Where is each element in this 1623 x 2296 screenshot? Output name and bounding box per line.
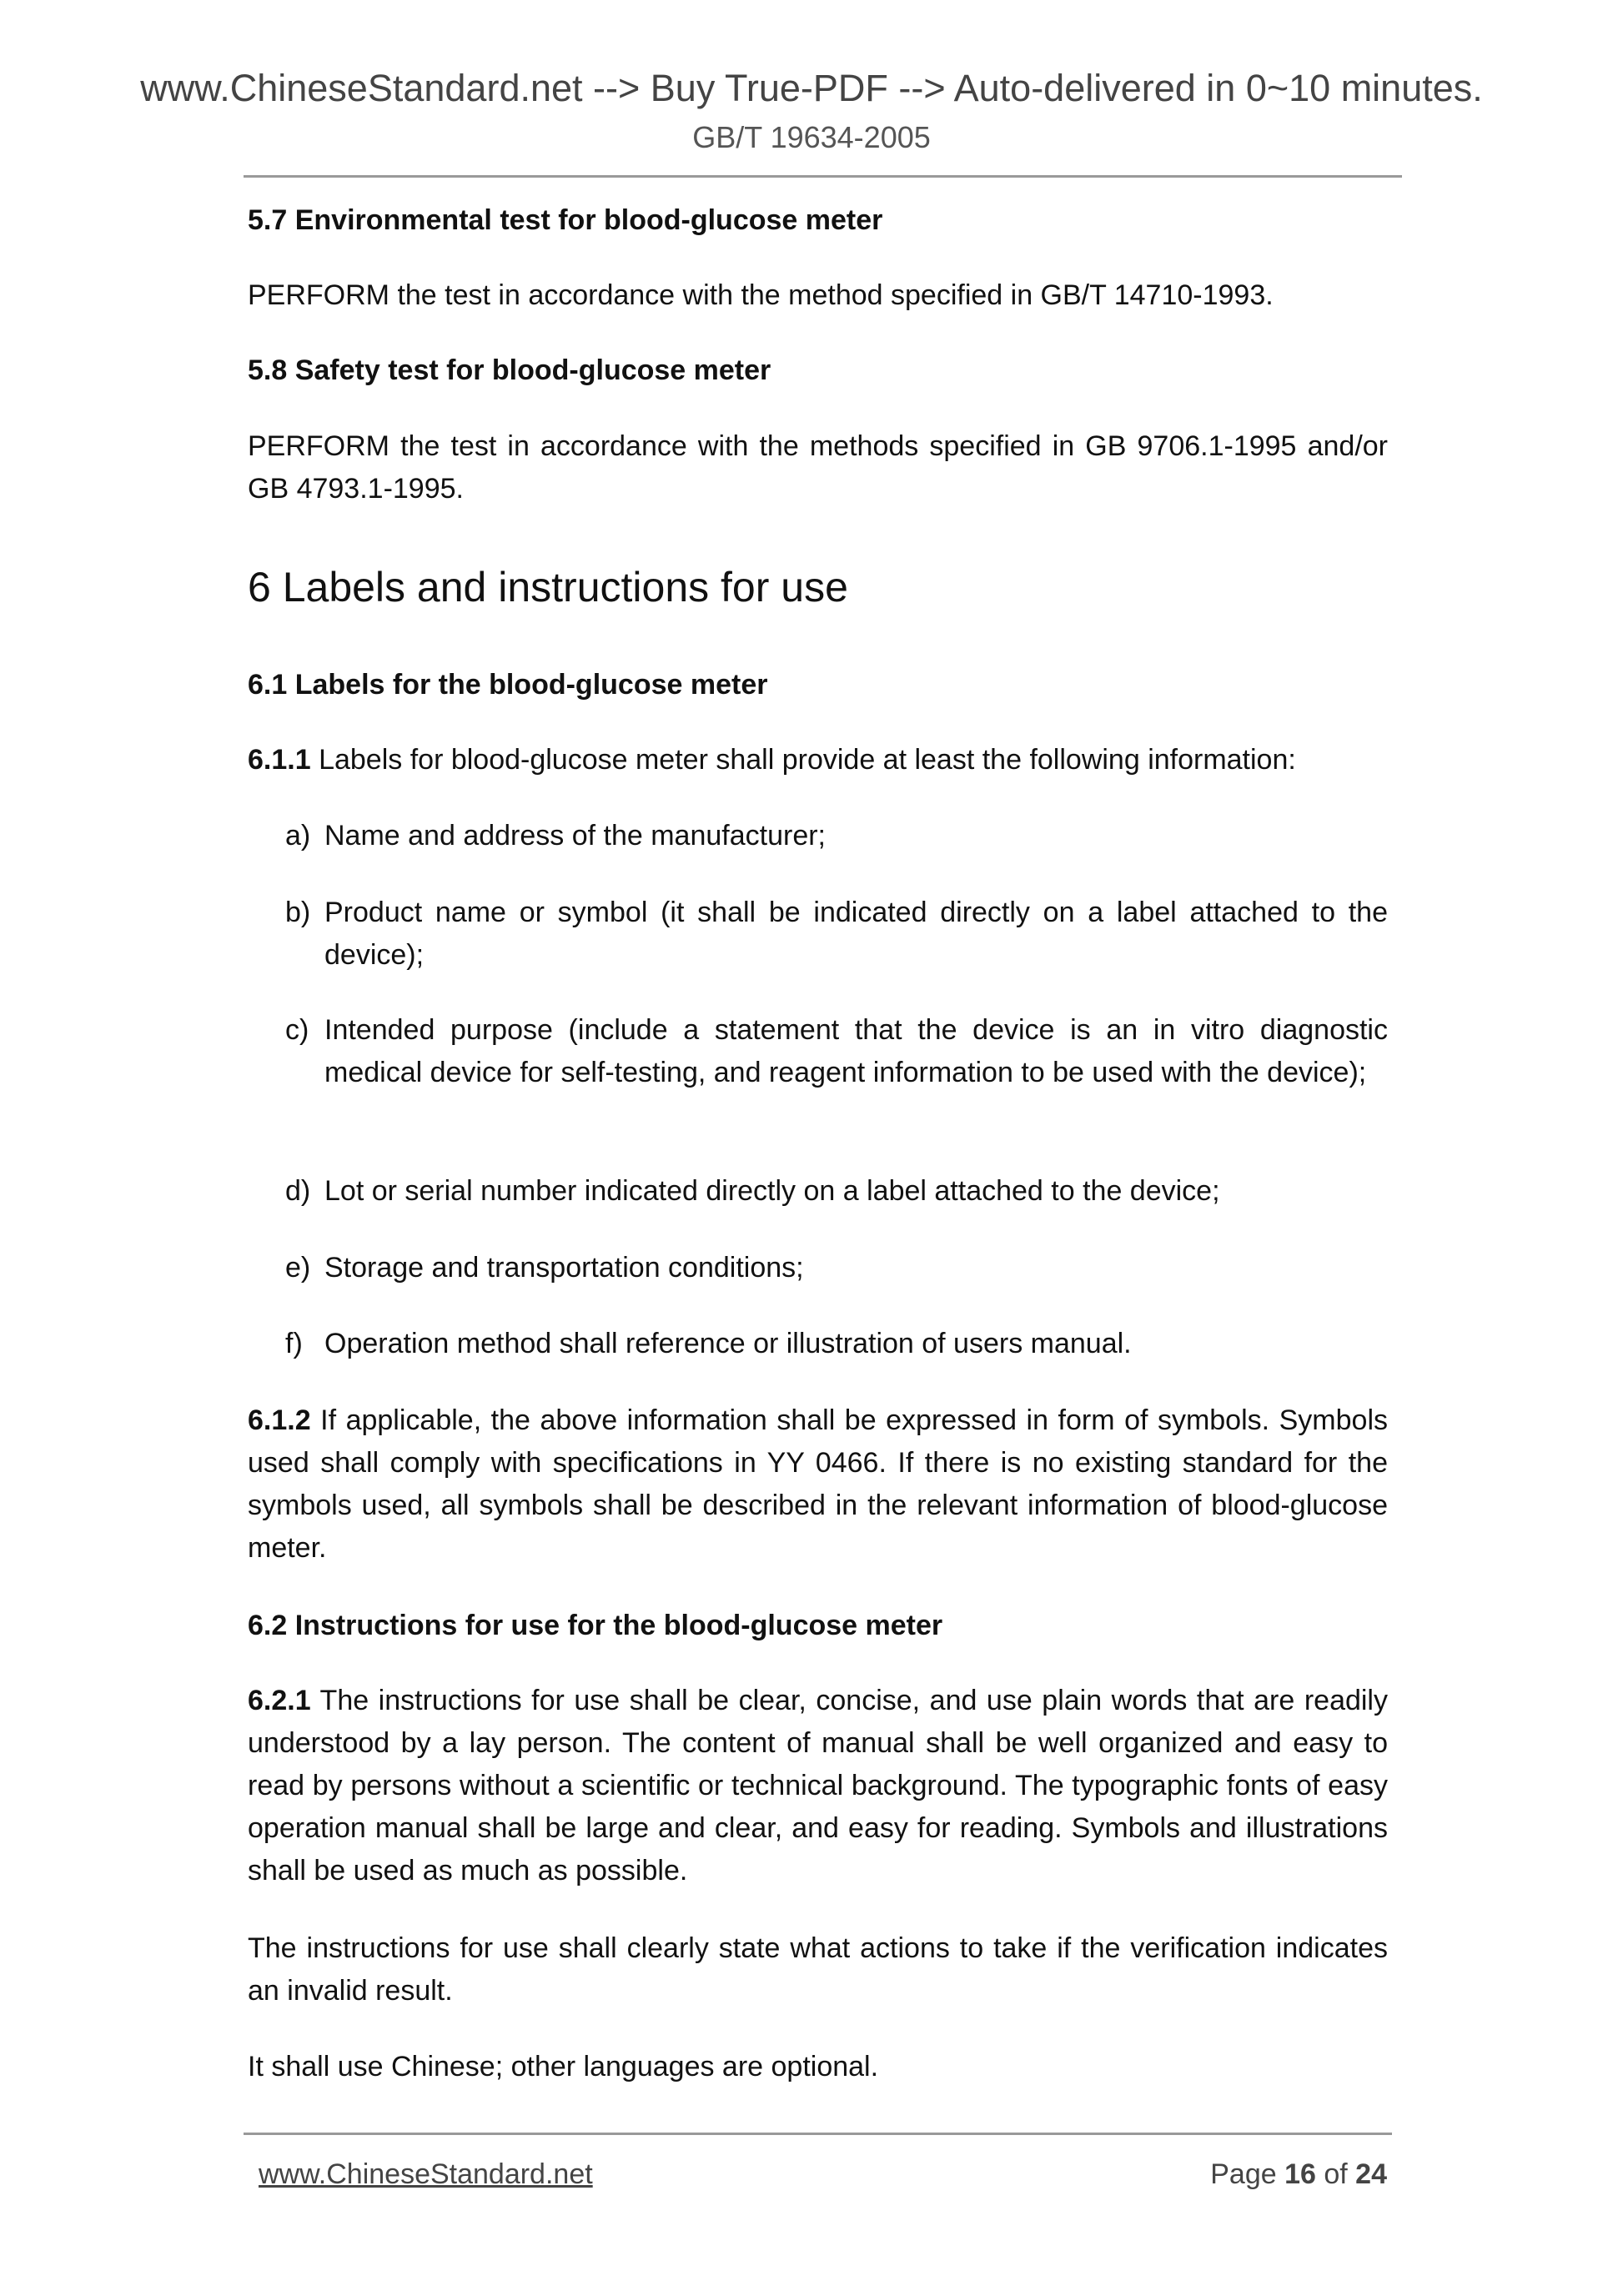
- list-letter: e): [285, 1252, 311, 1284]
- clause-text: The instructions for use shall be clear, concise, and use plain words that are readily understood by a lay person. The content of manual shall be well organized and easy to read by persons without a scientific or technical background. The typographic fonts of easy operation manual shall be large and clear, and easy for reading. Symbols and illustrations shall be used as much as possible.: [248, 1685, 1388, 1887]
- paragraph-invalid-result: The instructions for use shall clearly state what actions to take if the verification indicates an invalid result.: [248, 1932, 1388, 2007]
- page-indicator: [1210, 2156, 1387, 2193]
- section-5-7-title: 5.7 Environmental test for blood-glucose meter: [248, 204, 883, 236]
- section-6-2-title: 6.2 Instructions for use for the blood-glucose meter: [248, 1610, 943, 1641]
- paragraph-language: It shall use Chinese; other languages are optional.: [248, 2051, 879, 2082]
- section-6-1-title: 6.1 Labels for the blood-glucose meter: [248, 669, 768, 701]
- page-label: Page: [1210, 2158, 1285, 2190]
- clause-number: 6.1.2: [248, 1404, 311, 1436]
- list-letter: f): [285, 1328, 303, 1359]
- section-6-title: 6 Labels and instructions for use: [248, 564, 848, 610]
- page-current: 16: [1284, 2158, 1316, 2190]
- list-text: Intended purpose (include a statement that the device is an in vitro diagnostic medical device for self-testing, and reagent information to be used with the device);: [324, 1014, 1388, 1088]
- list-item: [285, 892, 1388, 977]
- section-5-8-text: PERFORM the test in accordance with the methods specified in GB 9706.1-1995 and/or GB 4793.1-1995.: [248, 430, 1388, 505]
- list-text: Product name or symbol (it shall be indicated directly on a label attached to the device);: [324, 897, 1388, 971]
- section-6-2-1: [248, 1680, 1388, 1892]
- list-text: Lot or serial number indicated directly on a label attached to the device;: [324, 1175, 1220, 1207]
- list-item: [285, 1170, 1388, 1213]
- clause-number: 6.1.1: [248, 744, 311, 776]
- standard-number: GB/T 19634-2005: [692, 120, 931, 154]
- section-5-8-title: 5.8 Safety test for blood-glucose meter: [248, 354, 771, 386]
- clause-number: 6.2.1: [248, 1685, 311, 1716]
- clause-text: Labels for blood-glucose meter shall provide at least the following information:: [310, 744, 1296, 776]
- list-letter: a): [285, 820, 311, 852]
- clause-text: If applicable, the above information shall be expressed in form of symbols. Symbols used shall comply with specifications in YY 0466. If there is no existing standard for the symbols used, all symbols shall be described in the relevant information of blood-glucose meter.: [248, 1404, 1388, 1564]
- list-letter: c): [285, 1014, 309, 1046]
- list-item: [285, 815, 1388, 857]
- list-item: [285, 1247, 1388, 1289]
- page-total: 24: [1355, 2158, 1387, 2190]
- section-6-1-2: [248, 1399, 1388, 1570]
- list-item: [285, 1323, 1388, 1365]
- header-divider: [244, 175, 1402, 178]
- section-5-7-text: PERFORM the test in accordance with the method specified in GB/T 14710-1993.: [248, 279, 1274, 311]
- footer-divider: [244, 2133, 1392, 2135]
- list-letter: b): [285, 897, 311, 928]
- list-letter: d): [285, 1175, 311, 1207]
- footer-site-link[interactable]: www.ChineseStandard.net: [259, 2158, 593, 2190]
- list-text: Operation method shall reference or illustration of users manual.: [324, 1328, 1132, 1359]
- section-6-1-1: [248, 739, 1388, 781]
- page-of: of: [1315, 2158, 1356, 2190]
- list-text: Name and address of the manufacturer;: [324, 820, 826, 852]
- header-banner: www.ChineseStandard.net --> Buy True-PDF --> Auto-delivered in 0~10 minutes.: [140, 67, 1483, 109]
- list-item: [285, 1009, 1388, 1094]
- list-text: Storage and transportation conditions;: [324, 1252, 804, 1284]
